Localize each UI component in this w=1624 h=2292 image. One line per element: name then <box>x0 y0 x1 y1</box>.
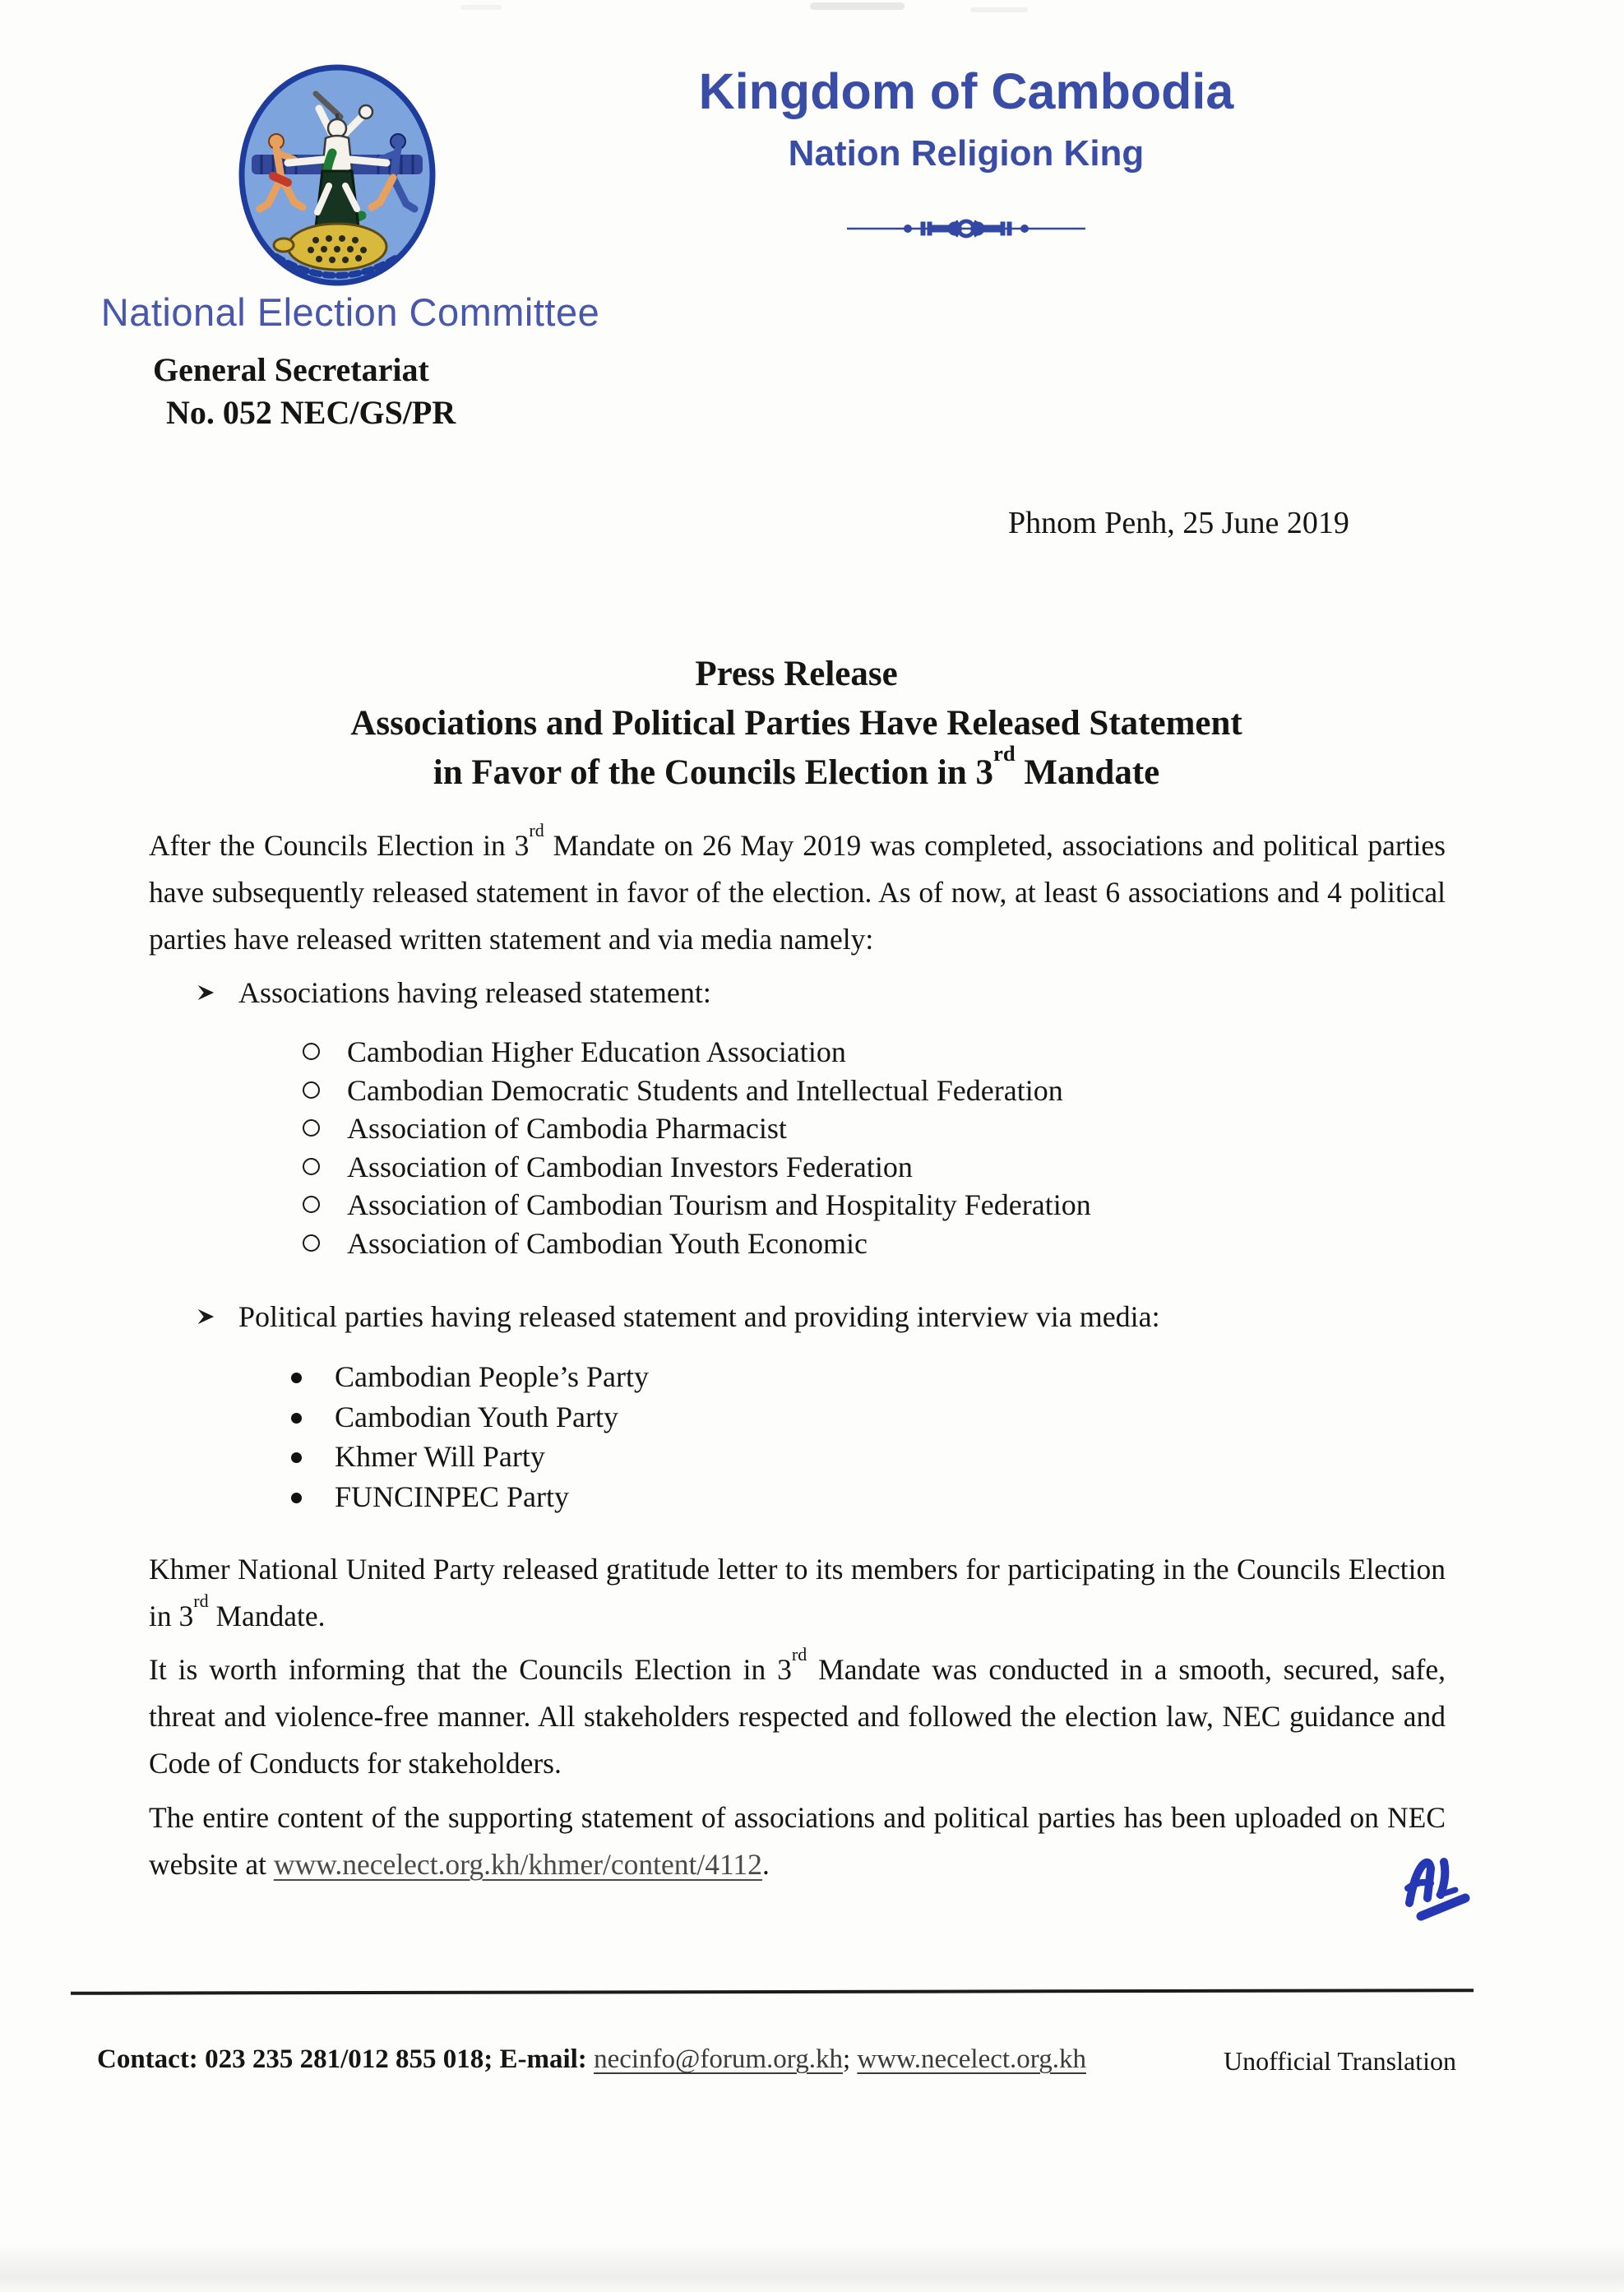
handwritten-initials <box>1398 1852 1488 1934</box>
intro-paragraph: After the Councils Election in 3rd Mandate on 26 May 2019 was completed, associations and political parties have subsequently released statement in favor of the election. As of now, at least 6 associations and 4 political parties have released written statement and via media namely: <box>149 819 1446 956</box>
arrow-bullet-icon <box>196 1300 217 1322</box>
dot-bullet-icon <box>291 1493 302 1503</box>
circle-bullet-icon <box>303 1158 320 1175</box>
list-item: Association of Cambodian Tourism and Hospitality Federation <box>303 1186 1372 1225</box>
list-item: Cambodian Youth Party <box>303 1397 1372 1438</box>
scan-artifact <box>460 5 502 10</box>
ordinal-superscript: rd <box>993 740 1016 766</box>
contact-info: Contact: 023 235 281/012 855 018; E-mail: necinfo@forum.org.kh; www.necelect.org.kh <box>97 2044 1086 2074</box>
website-link[interactable]: www.necelect.org.kh <box>857 2044 1086 2074</box>
list-item: FUNCINPEC Party <box>303 1477 1372 1517</box>
circle-bullet-icon <box>303 1196 320 1213</box>
national-motto: Nation Religion King <box>788 133 1145 174</box>
associations-list <box>303 1033 1372 1263</box>
associations-heading: Associations having released statement: <box>196 975 1429 1010</box>
list-item: Khmer Will Party <box>303 1437 1372 1477</box>
email-link[interactable]: necinfo@forum.org.kh <box>594 2044 843 2074</box>
list-item: Cambodian People’s Party <box>303 1357 1372 1397</box>
scan-artifact <box>970 7 1028 12</box>
circle-bullet-icon <box>303 1119 320 1137</box>
nec-emblem-logo <box>237 63 437 288</box>
kingdom-title: Kingdom of Cambodia <box>698 63 1234 119</box>
document-title <box>148 650 1445 798</box>
parties-heading: Political parties having released statement and providing interview via media: <box>196 1299 1429 1334</box>
circle-bullet-icon <box>303 1234 320 1252</box>
unofficial-translation-note: Unofficial Translation <box>1224 2046 1456 2076</box>
parties-list <box>303 1357 1372 1516</box>
list-item: Association of Cambodia Pharmacist <box>303 1109 1372 1148</box>
dot-bullet-icon <box>291 1373 302 1383</box>
content-url-link[interactable]: www.necelect.org.kh/khmer/content/4112 <box>273 1848 762 1881</box>
scan-artifact <box>810 2 905 10</box>
ordinal-superscript: rd <box>791 1643 807 1665</box>
list-item: Cambodian Democratic Students and Intellectual Federation <box>303 1072 1372 1110</box>
scan-artifact <box>0 2242 1624 2292</box>
gratitude-paragraph: Khmer National United Party released gratitude letter to its members for participating in the Councils Election in 3rd Mandate. <box>149 1553 1446 1632</box>
informing-paragraph: It is worth informing that the Councils Election in 3rd Mandate was conducted in a smooth, secured, safe, threat and violence-free manner. All stakeholders respected and followed the election law, NEC guidance and Code of Conducts for stakeholders. <box>149 1643 1446 1780</box>
list-item: Association of Cambodian Youth Economic <box>303 1225 1372 1263</box>
circle-bullet-icon <box>303 1081 320 1099</box>
title-line-2: Associations and Political Parties Have Released Statement <box>350 704 1242 743</box>
list-item: Association of Cambodian Investors Federation <box>303 1148 1372 1187</box>
ordinal-superscript: rd <box>529 819 544 840</box>
org-name: National Election Committee <box>100 290 600 334</box>
arrow-bullet-icon <box>196 976 217 998</box>
upload-paragraph: The entire content of the supporting statement of associations and political parties has been uploaded on NEC website at www.necelect.org.kh/khmer/content/4112. <box>149 1801 1446 1881</box>
ordinal-superscript: rd <box>193 1590 209 1611</box>
dateline: Phnom Penh, 25 June 2019 <box>1008 506 1349 540</box>
reference-number: No. 052 NEC/GS/PR <box>166 394 456 431</box>
ornamental-divider-icon <box>845 212 1087 245</box>
list-item: Cambodian Higher Education Association <box>303 1033 1372 1072</box>
footer-divider <box>71 1989 1474 1995</box>
title-line-1: Press Release <box>695 655 898 693</box>
secretariat-label: General Secretariat <box>153 351 429 388</box>
dot-bullet-icon <box>291 1452 302 1463</box>
circle-bullet-icon <box>303 1043 320 1060</box>
title-line-3: in Favor of the Councils Election in 3rd Mandate <box>433 740 1160 792</box>
dot-bullet-icon <box>291 1413 302 1424</box>
